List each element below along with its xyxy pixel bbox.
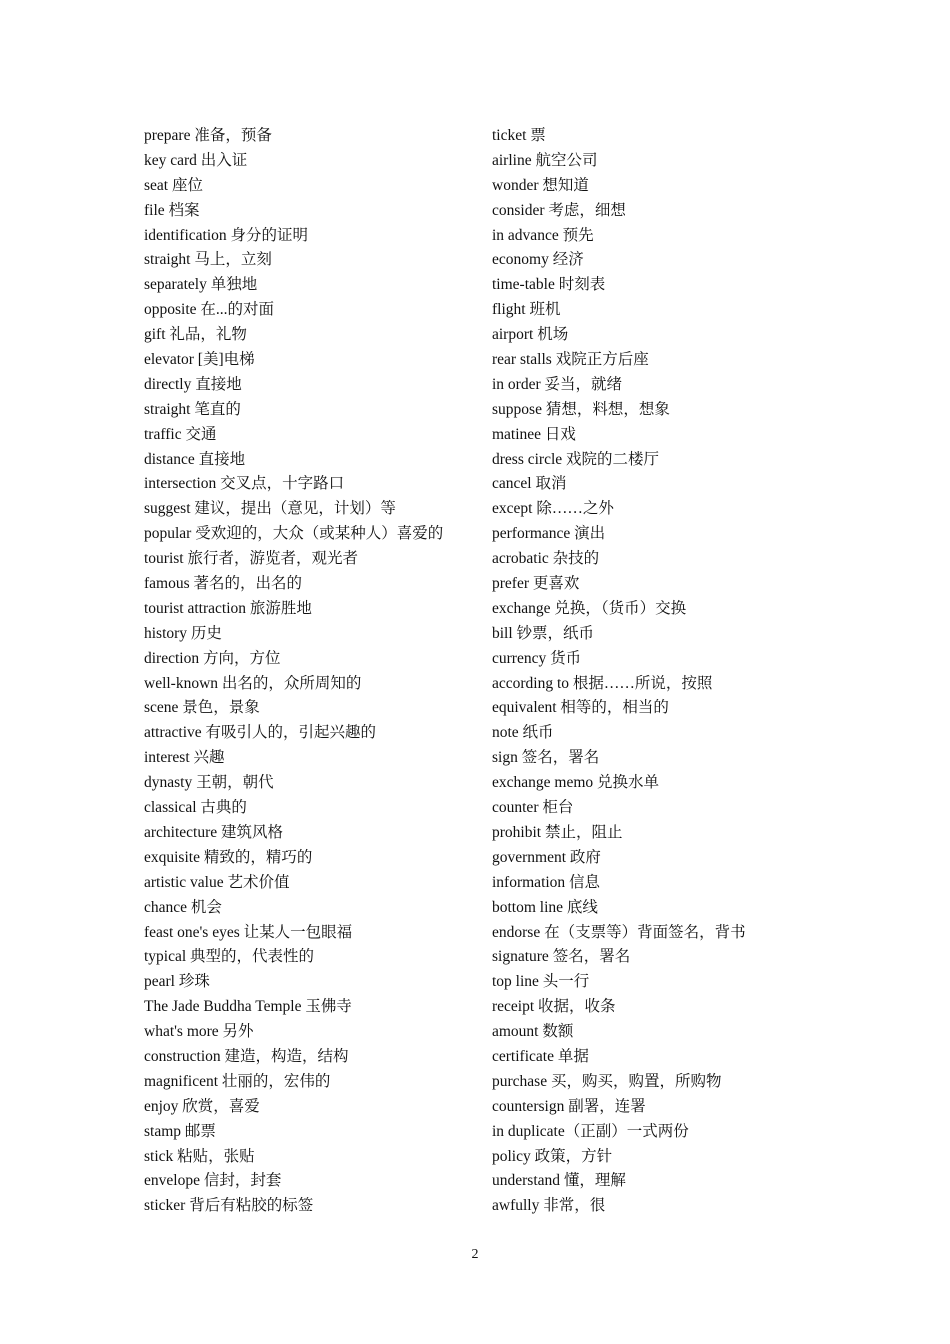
vocabulary-entry: currency 货币 [492, 649, 582, 667]
vocabulary-entry: envelope 信封，封套 [144, 1172, 282, 1190]
vocabulary-list-left [144, 124, 474, 1219]
vocabulary-entry: what's more 另外 [144, 1023, 254, 1041]
vocabulary-entry: economy 经济 [492, 251, 584, 269]
vocabulary-entry: ticket 票 [492, 127, 546, 144]
vocabulary-entry: sign 签名，署名 [492, 749, 600, 767]
vocabulary-entry: tourist attraction 旅游胜地 [144, 599, 312, 617]
vocabulary-entry: suppose 猜想，料想，想象 [492, 400, 670, 418]
vocabulary-entry: pearl 珍珠 [144, 973, 210, 991]
vocabulary-entry: tourist 旅行者，游览者，观光者 [144, 550, 358, 568]
vocabulary-entry: typical 典型的，代表性的 [144, 948, 315, 966]
vocabulary-entry: amount 数额 [492, 1023, 574, 1041]
vocabulary-entry: flight 班机 [492, 301, 561, 319]
vocabulary-entry: bottom line 底线 [492, 898, 598, 916]
vocabulary-entry: policy 政策，方针 [492, 1147, 613, 1165]
vocabulary-entry: stick 粘贴，张贴 [144, 1147, 255, 1165]
vocabulary-entry: opposite 在...的对面 [144, 301, 275, 319]
vocabulary-entry: directly 直接地 [144, 375, 242, 393]
vocabulary-entry: separately 单独地 [144, 276, 258, 294]
vocabulary-entry: stamp 邮票 [144, 1122, 216, 1140]
vocabulary-entry: well-known 出名的，众所周知的 [144, 674, 362, 692]
vocabulary-entry: in advance 预先 [492, 226, 594, 244]
vocabulary-entry: famous 著名的，出名的 [144, 575, 303, 593]
vocabulary-entry: The Jade Buddha Temple 玉佛寺 [144, 998, 352, 1016]
vocabulary-entry: prohibit 禁止，阻止 [492, 823, 623, 841]
vocabulary-entry: top line 头一行 [492, 973, 590, 991]
vocabulary-entry: acrobatic 杂技的 [492, 550, 600, 568]
vocabulary-entry: government 政府 [492, 848, 601, 866]
vocabulary-entry: information 信息 [492, 873, 601, 891]
vocabulary-entry: exchange 兑换，（货币）交换 [492, 599, 687, 617]
vocabulary-entry: seat 座位 [144, 176, 203, 194]
vocabulary-entry: magnificent 壮丽的，宏伟的 [144, 1072, 331, 1090]
vocabulary-entry: airline 航空公司 [492, 151, 598, 169]
vocabulary-entry: cancel 取消 [492, 475, 567, 493]
vocabulary-entry: feast one's eyes 让某人一包眼福 [144, 923, 353, 941]
vocabulary-entry: according to 根据……所说，按照 [492, 674, 713, 692]
vocabulary-entry: architecture 建筑风格 [144, 823, 284, 841]
vocabulary-entry: performance 演出 [492, 525, 606, 543]
vocabulary-entry: prefer 更喜欢 [492, 575, 580, 593]
vocabulary-entry: traffic 交通 [144, 425, 217, 443]
vocabulary-entry: exchange memo 兑换水单 [492, 774, 660, 792]
vocabulary-entry: wonder 想知道 [492, 176, 589, 194]
vocabulary-entry: receipt 收据，收条 [492, 998, 616, 1016]
vocabulary-entry: prepare 准备，预备 [144, 127, 272, 144]
vocabulary-entry: rear stalls 戏院正方后座 [492, 351, 649, 369]
vocabulary-entry: certificate 单据 [492, 1047, 589, 1065]
vocabulary-entry: construction 建造，构造，结构 [144, 1047, 349, 1065]
vocabulary-entry: chance 机会 [144, 898, 222, 916]
vocabulary-entry: history 历史 [144, 624, 222, 642]
vocabulary-entry: exquisite 精致的，精巧的 [144, 848, 313, 866]
vocabulary-entry: sticker 背后有粘胶的标签 [144, 1197, 314, 1215]
vocabulary-entry: gift 礼品，礼物 [144, 326, 247, 344]
page-number: 2 [471, 1247, 479, 1262]
vocabulary-entry: enjoy 欣赏，喜爱 [144, 1097, 260, 1115]
vocabulary-entry: airport 机场 [492, 326, 569, 344]
vocabulary-entry: equivalent 相等的，相当的 [492, 699, 669, 717]
vocabulary-entry: straight 笔直的 [144, 400, 241, 418]
vocabulary-entry: dynasty 王朝，朝代 [144, 774, 274, 792]
vocabulary-entry: distance 直接地 [144, 450, 246, 468]
vocabulary-entry: scene 景色，景象 [144, 699, 260, 717]
vocabulary-entry: bill 钞票，纸币 [492, 624, 595, 642]
vocabulary-entry: matinee 日戏 [492, 425, 576, 443]
vocabulary-entry: popular 受欢迎的，大众（或某种人）喜爱的 [144, 525, 444, 543]
vocabulary-entry: straight 马上，立刻 [144, 251, 272, 269]
vocabulary-entry: signature 签名，署名 [492, 948, 631, 966]
vocabulary-entry: intersection 交叉点，十字路口 [144, 475, 345, 493]
vocabulary-entry: endorse 在（支票等）背面签名，背书 [492, 923, 746, 941]
vocabulary-list-right [492, 124, 802, 1219]
vocabulary-entry: in order 妥当，就绪 [492, 375, 623, 393]
vocabulary-entry: identification 身分的证明 [144, 226, 309, 244]
vocabulary-entry: direction 方向，方位 [144, 649, 281, 667]
vocabulary-entry: understand 懂，理解 [492, 1172, 626, 1190]
vocabulary-entry: except 除……之外 [492, 500, 614, 518]
vocabulary-entry: purchase 买，购买，购置，所购物 [492, 1072, 722, 1090]
vocabulary-entry: note 纸币 [492, 724, 554, 742]
vocabulary-entry: key card 出入证 [144, 151, 248, 169]
vocabulary-entry: elevator [美]电梯 [144, 351, 255, 369]
vocabulary-entry: time-table 时刻表 [492, 276, 606, 294]
vocabulary-entry: suggest 建议，提出（意见，计划）等 [144, 500, 396, 518]
vocabulary-entry: consider 考虑，细想 [492, 201, 626, 219]
vocabulary-entry: awfully 非常，很 [492, 1197, 606, 1215]
vocabulary-entry: artistic value 艺术价值 [144, 873, 290, 891]
vocabulary-entry: counter 柜台 [492, 799, 574, 817]
vocabulary-entry: interest 兴趣 [144, 749, 225, 767]
vocabulary-entry: file 档案 [144, 201, 200, 219]
vocabulary-entry: classical 古典的 [144, 799, 247, 817]
vocabulary-entry: countersign 副署，连署 [492, 1097, 646, 1115]
vocabulary-entry: in duplicate（正副）一式两份 [492, 1122, 689, 1140]
vocabulary-entry: dress circle 戏院的二楼厅 [492, 450, 660, 468]
vocabulary-entry: attractive 有吸引人的，引起兴趣的 [144, 724, 377, 742]
